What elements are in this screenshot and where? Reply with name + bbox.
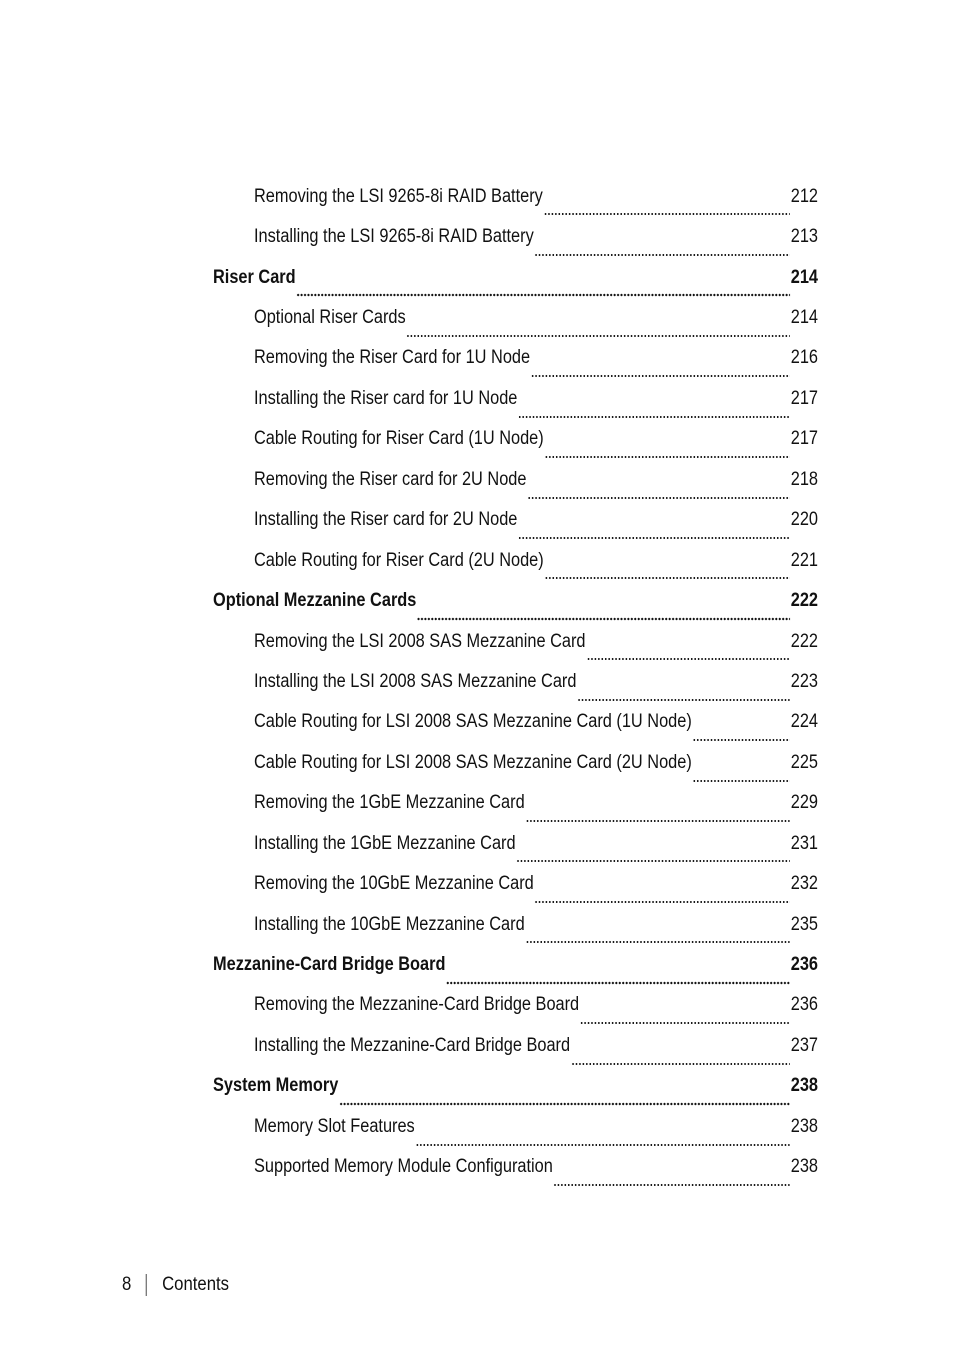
toc-entry-page-number: 223 [790,670,818,692]
toc-entry-title: Cable Routing for LSI 2008 SAS Mezzanine Card (1U Node) [254,711,692,733]
toc-dot-leader [527,486,790,500]
toc-dot-leader [516,849,789,863]
toc-entry-page-number: 218 [790,468,818,490]
toc-entry-title: Removing the Riser Card for 1U Node [254,347,531,369]
toc-subsection-entry[interactable] [254,904,818,944]
toc-dot-leader [545,445,790,459]
toc-section-entry[interactable] [213,944,818,984]
toc-section-entry[interactable] [213,1066,818,1106]
toc-entry-page-number: 217 [790,387,818,409]
toc-dot-leader [554,1173,790,1187]
toc-entry-page-number: 222 [790,590,818,612]
toc-subsection-entry[interactable] [254,661,818,701]
toc-dot-leader [407,324,790,338]
toc-entry-title: Removing the 10GbE Mezzanine Card [254,873,534,895]
toc-entry-page-number: 214 [790,266,818,288]
toc-section-entry[interactable] [213,257,818,297]
toc-entry-title: Mezzanine-Card Bridge Board [213,954,446,976]
toc-entry-title: Cable Routing for Riser Card (2U Node) [254,549,544,571]
toc-subsection-entry[interactable] [254,540,818,580]
toc-subsection-entry[interactable] [254,459,818,499]
toc-subsection-entry[interactable] [254,500,818,540]
toc-entry-page-number: 214 [790,307,818,329]
toc-entry-title: Removing the 1GbE Mezzanine Card [254,792,525,814]
toc-entry-title: Installing the Riser card for 1U Node [254,387,518,409]
toc-dot-leader [535,243,790,257]
toc-dot-leader [518,526,790,540]
toc-subsection-entry[interactable] [254,176,818,216]
page-number: 8 [122,1274,132,1295]
table-of-contents [0,176,954,1187]
toc-dot-leader [526,930,790,944]
toc-entry-page-number: 224 [790,711,818,733]
toc-dot-leader [693,728,790,742]
footer-section-label: Contents [162,1274,230,1295]
toc-entry-title: Installing the Riser card for 2U Node [254,509,518,531]
toc-subsection-entry[interactable] [254,338,818,378]
footer-divider [145,1274,146,1296]
toc-dot-leader [577,688,790,702]
toc-entry-page-number: 217 [790,428,818,450]
toc-dot-leader [580,1011,790,1025]
toc-entry-title: Cable Routing for LSI 2008 SAS Mezzanine Card (2U Node) [254,751,692,773]
toc-entry-page-number: 236 [790,954,818,976]
toc-entry-title: Supported Memory Module Configuration [254,1156,553,1178]
toc-entry-title: Installing the 1GbE Mezzanine Card [254,832,516,854]
toc-subsection-entry[interactable] [254,419,818,459]
toc-dot-leader [339,1092,790,1106]
toc-entry-title: Removing the LSI 9265-8i RAID Battery [254,185,543,207]
toc-entry-title: Installing the LSI 2008 SAS Mezzanine Card [254,670,577,692]
toc-entry-page-number: 225 [790,751,818,773]
toc-entry-page-number: 220 [790,509,818,531]
toc-entry-page-number: 232 [790,873,818,895]
toc-entry-title: Riser Card [213,266,296,288]
toc-subsection-entry[interactable] [254,297,818,337]
toc-subsection-entry[interactable] [254,823,818,863]
toc-entry-title: Removing the LSI 2008 SAS Mezzanine Card [254,630,586,652]
toc-entry-title: Optional Riser Cards [254,307,406,329]
toc-subsection-entry[interactable] [254,378,818,418]
toc-entry-page-number: 238 [790,1075,818,1097]
toc-entry-page-number: 229 [790,792,818,814]
toc-subsection-entry[interactable] [254,702,818,742]
toc-section-entry[interactable] [213,580,818,620]
page-footer [122,1272,229,1298]
toc-subsection-entry[interactable] [254,985,818,1025]
toc-dot-leader [297,283,790,297]
toc-subsection-entry[interactable] [254,742,818,782]
toc-entry-page-number: 222 [790,630,818,652]
toc-entry-title: Installing the LSI 9265-8i RAID Battery [254,226,534,248]
toc-entry-title: Cable Routing for Riser Card (1U Node) [254,428,544,450]
toc-entry-title: Installing the Mezzanine-Card Bridge Board [254,1034,571,1056]
toc-entry-page-number: 236 [790,994,818,1016]
toc-entry-title: System Memory [213,1075,339,1097]
toc-dot-leader [446,971,790,985]
toc-subsection-entry[interactable] [254,783,818,823]
toc-subsection-entry[interactable] [254,1106,818,1146]
toc-entry-page-number: 238 [790,1156,818,1178]
toc-entry-page-number: 212 [790,185,818,207]
toc-dot-leader [545,566,790,580]
toc-dot-leader [586,647,789,661]
toc-dot-leader [531,364,790,378]
toc-dot-leader [544,202,790,216]
toc-dot-leader [571,1052,790,1066]
toc-entry-title: Memory Slot Features [254,1115,415,1137]
toc-subsection-entry[interactable] [254,1147,818,1187]
toc-entry-page-number: 237 [790,1034,818,1056]
toc-dot-leader [416,1133,790,1147]
toc-dot-leader [526,809,790,823]
toc-dot-leader [535,890,790,904]
toc-subsection-entry[interactable] [254,863,818,903]
toc-subsection-entry[interactable] [254,621,818,661]
toc-entry-page-number: 216 [790,347,818,369]
toc-subsection-entry[interactable] [254,216,818,256]
toc-entry-page-number: 238 [790,1115,818,1137]
toc-entry-title: Optional Mezzanine Cards [213,590,417,612]
toc-entry-title: Removing the Mezzanine-Card Bridge Board [254,994,580,1016]
toc-dot-leader [417,607,790,621]
toc-subsection-entry[interactable] [254,1025,818,1065]
toc-entry-page-number: 221 [790,549,818,571]
toc-entry-page-number: 213 [790,226,818,248]
toc-dot-leader [518,405,790,419]
toc-entry-title: Installing the 10GbE Mezzanine Card [254,913,525,935]
toc-dot-leader [693,769,790,783]
toc-entry-title: Removing the Riser card for 2U Node [254,468,527,490]
toc-entry-page-number: 235 [790,913,818,935]
toc-entry-page-number: 231 [790,832,818,854]
